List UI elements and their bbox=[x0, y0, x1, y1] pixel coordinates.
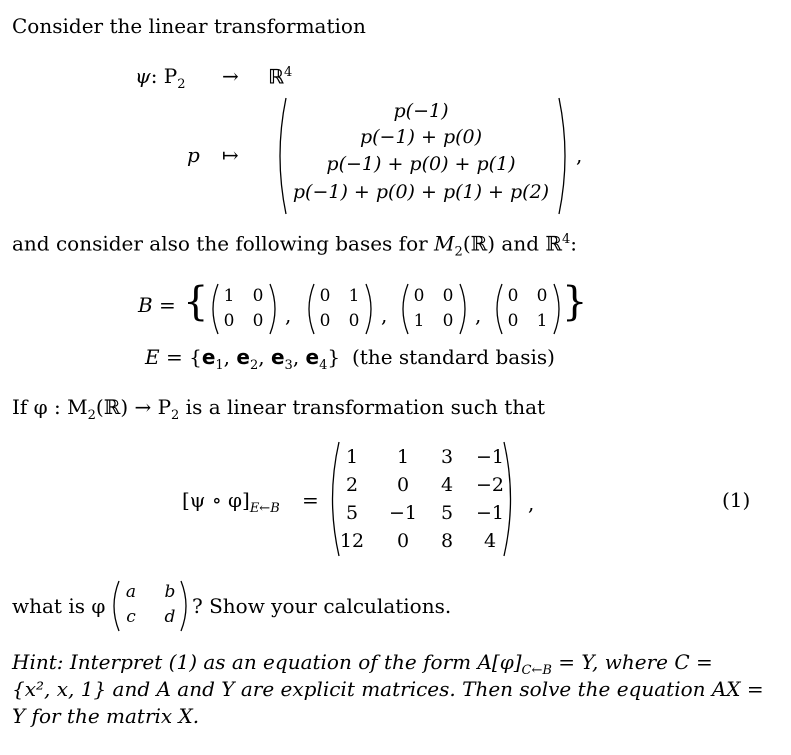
p2-subscript: 2 bbox=[177, 77, 186, 92]
phi-def-a: If φ : M bbox=[12, 395, 88, 419]
hint-line-1 bbox=[12, 652, 713, 677]
e4-symbol: e bbox=[305, 345, 320, 369]
basis-b-matrix-3-entry: 1 bbox=[413, 311, 425, 331]
basis-b-matrix-2-entry: 1 bbox=[348, 286, 360, 306]
basis-b-matrix-3-entry: 0 bbox=[442, 311, 454, 331]
matrix-cell-r1-c3: 3 bbox=[440, 446, 454, 468]
basis-e: $E = \{e_1$, $e_2$, $e_3$, $e_4$} bbox=[145, 345, 341, 373]
basis-b-matrix-1-left-paren bbox=[207, 283, 221, 335]
phi-def-b: (ℝ) → P bbox=[95, 395, 172, 419]
matrix-cell-r3-c4: −1 bbox=[475, 502, 504, 524]
question-c: c bbox=[126, 607, 136, 627]
basis-b-matrix-4-entry: 0 bbox=[507, 286, 519, 306]
basis-b-matrix-3-right-paren bbox=[457, 283, 471, 335]
vector-entry-4: p(−1) + p(0) + p(1) + p(2) bbox=[292, 181, 550, 203]
basis-b-matrix-2-entry: 0 bbox=[348, 311, 360, 331]
phi-m2-sub: 2 bbox=[87, 408, 96, 423]
basis-b-matrix-2-entry: 0 bbox=[319, 286, 331, 306]
psi-symbol: ψ bbox=[135, 64, 151, 88]
intro-text: Consider the linear transformation bbox=[12, 14, 366, 38]
m-symbol: M bbox=[434, 231, 455, 256]
matrix-cell-r4-c2: 0 bbox=[396, 530, 410, 552]
e3-symbol: e bbox=[270, 345, 285, 369]
matrix-cell-r4-c1: 12 bbox=[339, 530, 365, 552]
equation-comma: , bbox=[528, 491, 535, 515]
matrix-cell-r2-c3: 4 bbox=[440, 474, 454, 496]
basis-b-open-brace: { bbox=[183, 279, 209, 325]
p-symbol: p bbox=[187, 143, 200, 167]
hint-line-2: {x², x, 1} and A and Y are explicit matrices. Then solve the equation AX = bbox=[12, 677, 764, 701]
matrix-cell-r4-c3: 8 bbox=[440, 530, 454, 552]
matrix-cell-r1-c4: −1 bbox=[475, 446, 504, 468]
basis-b-comma: , bbox=[381, 303, 388, 327]
matrix-cell-r1-c2: 1 bbox=[396, 446, 410, 468]
phi-def-c: is a linear transformation such that bbox=[179, 395, 546, 419]
e3-sub: 3 bbox=[284, 358, 293, 373]
basis-b-matrix-2-right-paren bbox=[363, 283, 377, 335]
basis-b-matrix-1-entry: 1 bbox=[223, 286, 235, 306]
vector-entry-2: p(−1) + p(0) bbox=[359, 126, 483, 148]
question-text-a: what is φ bbox=[12, 594, 106, 618]
r4-superscript: 4 bbox=[284, 65, 293, 80]
basis-b-matrix-4-right-paren bbox=[551, 283, 565, 335]
phi-p2-sub: 2 bbox=[171, 408, 180, 423]
matrix-cell-r3-c1: 5 bbox=[345, 502, 359, 524]
basis-e-eq: = { bbox=[159, 345, 202, 369]
matrix-cell-r2-c4: −2 bbox=[475, 474, 504, 496]
bases-intro-text: and consider also the following bases for bbox=[12, 231, 435, 256]
vector-comma: , bbox=[576, 143, 583, 167]
basis-b-close-brace: } bbox=[562, 279, 588, 325]
question-d: d bbox=[164, 607, 176, 627]
e1-sub: 1 bbox=[215, 358, 224, 373]
basis-e-label: E bbox=[145, 345, 160, 369]
basis-e-close: } bbox=[327, 345, 341, 369]
basis-b-comma: , bbox=[285, 303, 292, 327]
matrix-cell-r2-c1: 2 bbox=[345, 474, 359, 496]
hint-line-3: Y for the matrix X. bbox=[12, 704, 200, 728]
basis-b-matrix-4-entry: 1 bbox=[536, 311, 548, 331]
basis-b-matrix-1-right-paren bbox=[267, 283, 281, 335]
basis-e-note: (the standard basis) bbox=[352, 345, 555, 369]
equation-number: (1) bbox=[722, 488, 751, 512]
e2-symbol: e bbox=[236, 345, 250, 369]
e4-sub: 4 bbox=[319, 358, 328, 373]
equation-equals: = bbox=[302, 488, 319, 512]
codomain bbox=[268, 66, 292, 87]
r4-superscript-2: 4 bbox=[561, 232, 571, 247]
question-a: a bbox=[125, 582, 137, 602]
bases-intro-r: (ℝ) and ℝ bbox=[462, 231, 562, 256]
hint-line-1-a: Hint: Interpret (1) as an equation of the form A[φ] bbox=[12, 650, 522, 674]
e2-sub: 2 bbox=[249, 358, 259, 373]
mapsto-arrow: ↦ bbox=[222, 143, 239, 167]
map-arrow: → bbox=[222, 64, 239, 88]
m2-subscript: 2 bbox=[454, 244, 463, 260]
matrix-cell-r1-c1: 1 bbox=[345, 446, 359, 468]
phi-definition bbox=[12, 397, 545, 422]
basis-b-matrix-4-entry: 0 bbox=[536, 286, 548, 306]
colon-p: : P bbox=[150, 64, 178, 88]
vector-entry-3: p(−1) + p(0) + p(1) bbox=[326, 153, 516, 175]
vector-right-paren bbox=[553, 96, 573, 216]
hint-line-1-b: = Y, where C = bbox=[551, 650, 713, 674]
basis-b-matrix-3-entry: 0 bbox=[442, 286, 454, 306]
basis-b-matrix-4-entry: 0 bbox=[507, 311, 519, 331]
question-text-b: ? Show your calculations. bbox=[192, 594, 452, 618]
matrix-cell-r3-c3: 5 bbox=[440, 502, 454, 524]
basis-b-matrix-3-entry: 0 bbox=[413, 286, 425, 306]
basis-b-matrix-1-entry: 0 bbox=[252, 311, 264, 331]
matrix-cell-r3-c2: −1 bbox=[388, 502, 417, 524]
question-right-paren bbox=[178, 580, 192, 632]
question-b: b bbox=[164, 582, 176, 602]
map-signature bbox=[135, 66, 186, 91]
hint-subscript: C←B bbox=[521, 663, 552, 678]
question-left-paren bbox=[108, 580, 122, 632]
equation-lhs bbox=[182, 490, 280, 515]
matrix-cell-r4-c4: 4 bbox=[483, 530, 497, 552]
e1-symbol: e bbox=[201, 345, 216, 369]
basis-b-matrix-3-left-paren bbox=[397, 283, 411, 335]
matrix-cell-r2-c2: 0 bbox=[396, 474, 410, 496]
basis-b-matrix-2-left-paren bbox=[303, 283, 317, 335]
bases-intro-colon: : bbox=[570, 231, 578, 256]
basis-b-matrix-1-entry: 0 bbox=[223, 311, 235, 331]
lhs-subscript: E←B bbox=[249, 501, 280, 516]
basis-b-matrix-1-entry: 0 bbox=[252, 286, 264, 306]
r-symbol: ℝ bbox=[268, 64, 285, 89]
bases-intro bbox=[12, 233, 577, 259]
basis-b-comma: , bbox=[475, 303, 482, 327]
lhs-bracket: [ψ ∘ φ] bbox=[182, 488, 250, 512]
matrix-right-paren bbox=[500, 440, 520, 558]
basis-b-matrix-4-left-paren bbox=[491, 283, 505, 335]
vector-entry-1: p(−1) bbox=[393, 100, 449, 122]
basis-b-matrix-2-entry: 0 bbox=[319, 311, 331, 331]
basis-b-label: B = bbox=[138, 293, 176, 317]
